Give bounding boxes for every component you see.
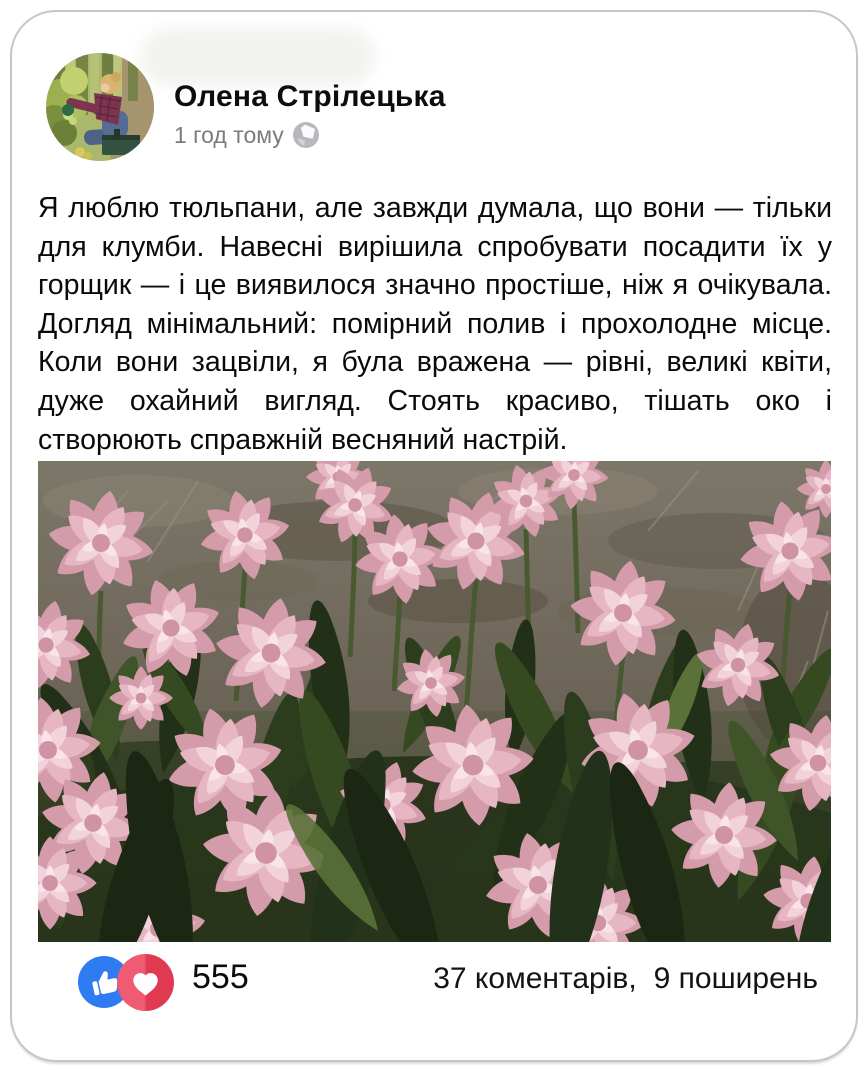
- avatar[interactable]: [46, 53, 154, 161]
- reaction-count[interactable]: 555: [192, 958, 249, 996]
- globe-icon: [293, 122, 319, 148]
- post-card: [10, 10, 858, 1062]
- tulip-photo-illustration: [38, 461, 831, 942]
- comments-shares: [433, 962, 818, 996]
- timestamp[interactable]: 1 год тому: [174, 121, 284, 148]
- post-body-text: Я люблю тюльпани, але завжди думала, що вони — тільки для клумби. Навесні вирішила спробувати посадити їх у горщик — і це виявилося значно простіше, ніж я очікувала. Догляд мінімальний: помірний полив і прохолодне місце. Коли вони зацвіли, я була вражена — рівні, великі квіти, дуже охайний вигляд. Стоять красиво, тішать око і створюють справжній весняний настрій.: [38, 192, 832, 456]
- love-icon[interactable]: [117, 954, 174, 1011]
- author-name[interactable]: Олена Стрілецька: [174, 80, 446, 113]
- background-artifact: [140, 28, 375, 86]
- post-footer: [38, 948, 832, 1020]
- post-meta-row: [174, 120, 319, 150]
- avatar-illustration: [46, 53, 154, 161]
- shares-count[interactable]: 9 поширень: [653, 962, 818, 995]
- post-photo[interactable]: [38, 461, 831, 942]
- comments-count[interactable]: 37 коментарів,: [433, 962, 637, 995]
